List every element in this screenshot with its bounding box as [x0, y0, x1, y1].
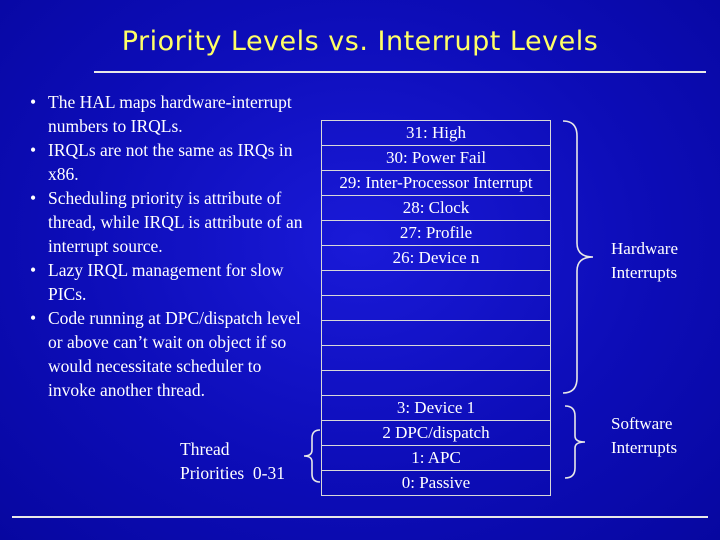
software-label-line1: Software — [611, 414, 673, 433]
table-row — [322, 471, 551, 496]
hardware-label-line1: Hardware — [611, 239, 679, 258]
table-row — [322, 446, 551, 471]
thread-label-line1: Thread — [180, 439, 230, 459]
bullet-list — [30, 90, 305, 402]
irql-cell: 29: Inter-Processor Interrupt — [322, 171, 551, 196]
table-row — [322, 421, 551, 446]
irql-cell — [322, 321, 551, 346]
irql-cell — [322, 346, 551, 371]
irql-levels-table — [321, 120, 551, 496]
irql-cell: 28: Clock — [322, 196, 551, 221]
table-row — [322, 221, 551, 246]
table-row — [322, 346, 551, 371]
title-divider — [94, 71, 706, 73]
software-interrupts-label — [611, 412, 677, 460]
bullet-item: • Scheduling priority is attribute of thread, while IRQL is attribute of an interrupt source. — [30, 186, 305, 258]
table-row — [322, 121, 551, 146]
hardware-label-line2: Interrupts — [611, 263, 678, 282]
table-row — [322, 271, 551, 296]
table-row — [322, 171, 551, 196]
irql-cell: 0: Passive — [322, 471, 551, 496]
bullet-item: • IRQLs are not the same as IRQs in x86. — [30, 138, 305, 186]
irql-cell: 31: High — [322, 121, 551, 146]
irql-cell — [322, 296, 551, 321]
thread-brace-icon — [300, 428, 322, 484]
software-brace-icon — [563, 404, 589, 480]
irql-cell: 3: Device 1 — [322, 396, 551, 421]
irql-cell: 27: Profile — [322, 221, 551, 246]
irql-cell: 2 DPC/dispatch — [322, 421, 551, 446]
slide-title: Priority Levels vs. Interrupt Levels — [121, 26, 599, 57]
thread-label-line2: Priorities 0-31 — [180, 463, 285, 483]
irql-cell: 26: Device n — [322, 246, 551, 271]
footer-divider — [12, 516, 708, 518]
irql-cell: 1: APC — [322, 446, 551, 471]
table-row — [322, 396, 551, 421]
hardware-brace-icon — [561, 118, 597, 396]
table-row — [322, 146, 551, 171]
table-row — [322, 296, 551, 321]
bullet-item: • Code running at DPC/dispatch level or above can’t wait on object if so would necessitate scheduler to invoke another thread. — [30, 306, 305, 402]
bullet-item: • The HAL maps hardware-interrupt numbers to IRQLs. — [30, 90, 305, 138]
table-row — [322, 371, 551, 396]
thread-priorities-label — [180, 437, 285, 485]
table-row — [322, 246, 551, 271]
table-row — [322, 321, 551, 346]
irql-cell — [322, 271, 551, 296]
hardware-interrupts-label — [611, 237, 678, 285]
bullet-item: • Lazy IRQL management for slow PICs. — [30, 258, 305, 306]
irql-cell — [322, 371, 551, 396]
software-label-line2: Interrupts — [611, 438, 678, 457]
table-row — [322, 196, 551, 221]
irql-cell: 30: Power Fail — [322, 146, 551, 171]
